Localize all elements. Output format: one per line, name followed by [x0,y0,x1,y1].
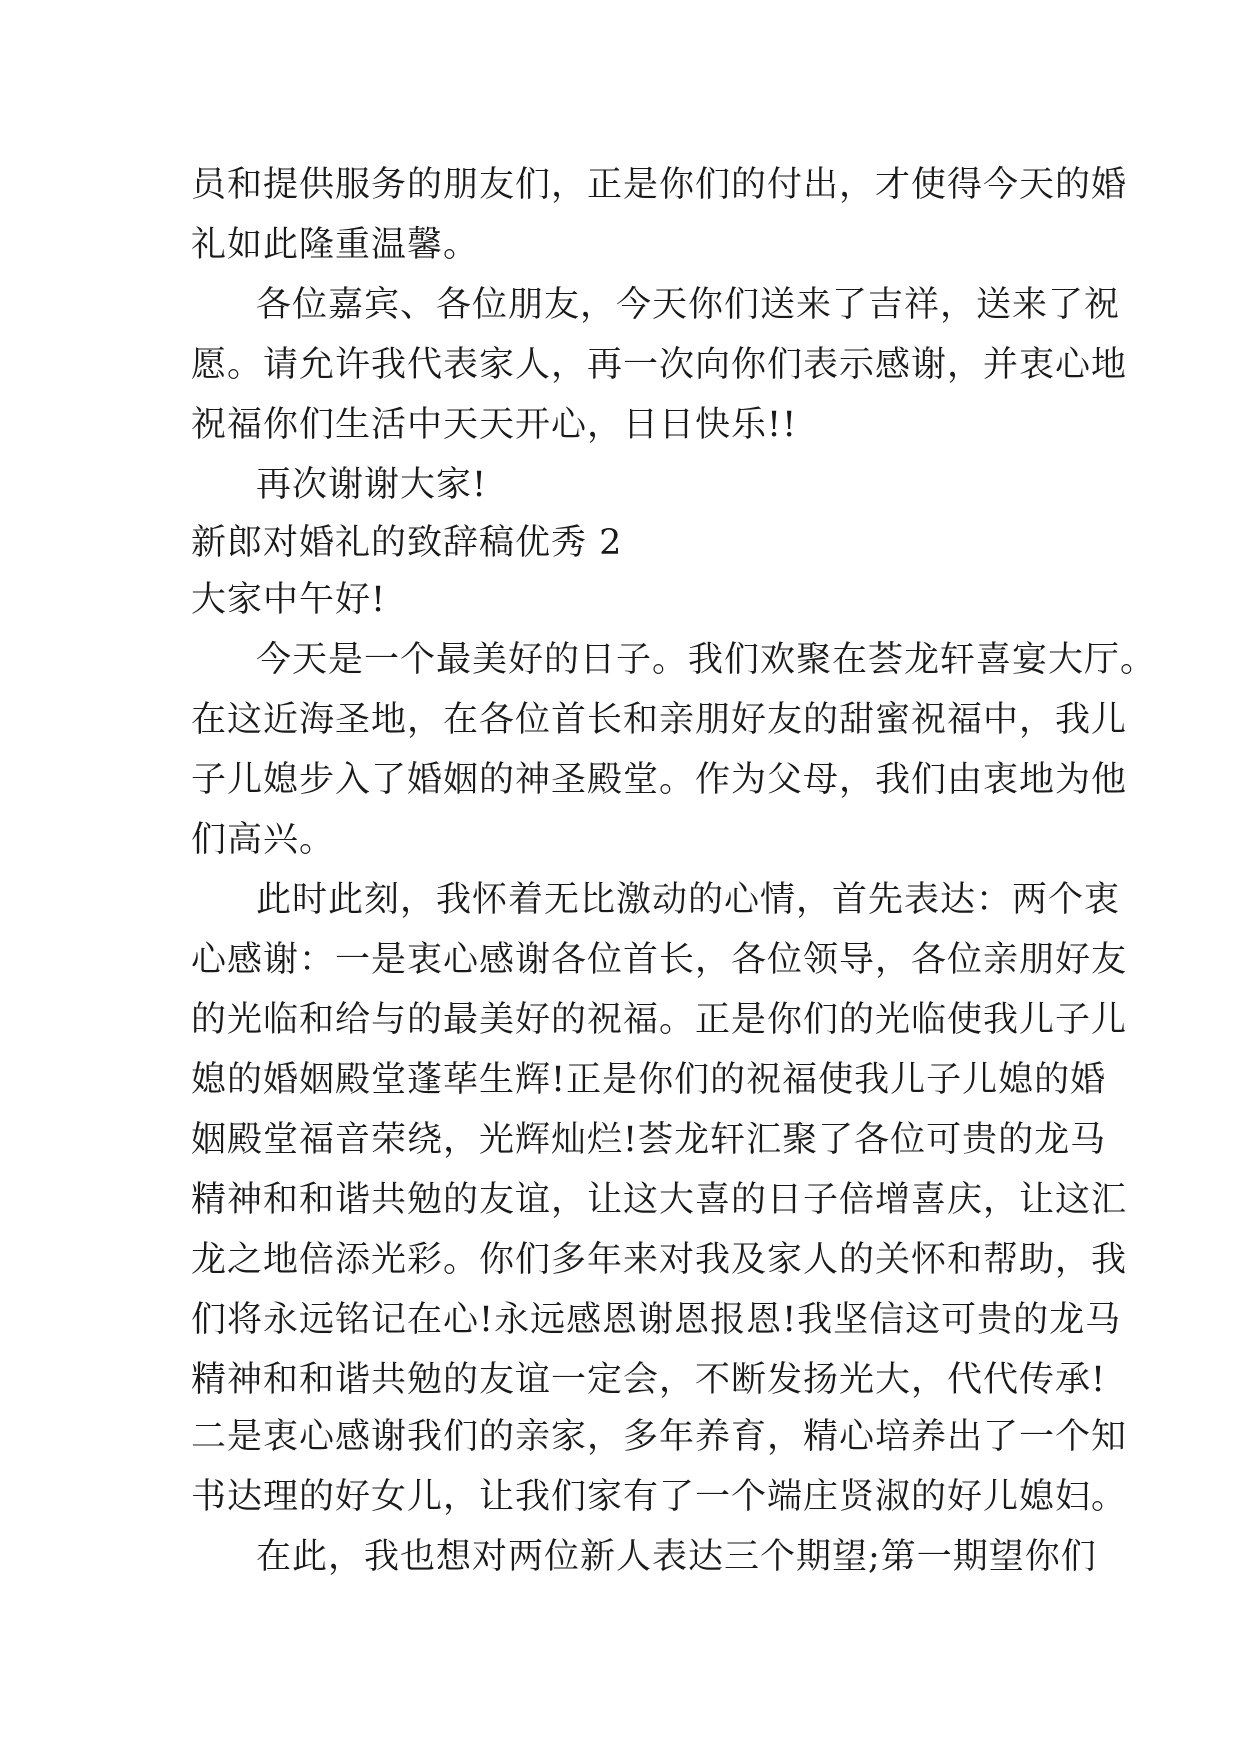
text-line: 祝福你们生活中天天开心，日日快乐!! [191,405,798,445]
text-line: 子儿媳步入了婚姻的神圣殿堂。作为父母，我们由衷地为他 [191,760,1128,800]
text-line: 二是衷心感谢我们的亲家，多年养育，精心培养出了一个知 [191,1417,1128,1457]
text-line: 媳的婚姻殿堂蓬荜生辉!正是你们的祝福使我儿子儿媳的婚 [191,1060,1107,1100]
greeting-line: 大家中午好! [191,580,387,620]
text-line: 们高兴。 [191,820,336,860]
text-line: 礼如此隆重温馨。 [191,225,480,265]
text-line: 书达理的好女儿，让我们家有了一个端庄贤淑的好儿媳妇。 [191,1477,1128,1517]
text-line: 的光临和给与的最美好的祝福。正是你们的光临使我儿子儿 [191,1000,1128,1040]
text-line: 在这近海圣地，在各位首长和亲朋好友的甜蜜祝福中，我儿 [191,700,1128,740]
text-line: 再次谢谢大家! [256,465,488,505]
text-line: 精神和和谐共勉的友谊，让这大喜的日子倍增喜庆，让这汇 [191,1180,1128,1220]
text-line: 员和提供服务的朋友们，正是你们的付出，才使得今天的婚 [191,165,1128,205]
text-line: 今天是一个最美好的日子。我们欢聚在荟龙轩喜宴大厅。 [256,640,1157,680]
text-line: 此时此刻，我怀着无比激动的心情，首先表达：两个衷 [256,880,1121,920]
text-line: 姻殿堂福音荣绕，光辉灿烂!荟龙轩汇聚了各位可贵的龙马 [191,1120,1107,1160]
section-heading: 新郎对婚礼的致辞稿优秀 2 [191,523,623,563]
text-line: 心感谢：一是衷心感谢各位首长，各位领导，各位亲朋好友 [191,940,1128,980]
text-line: 愿。请允许我代表家人，再一次向你们表示感谢，并衷心地 [191,345,1128,385]
text-line: 各位嘉宾、各位朋友，今天你们送来了吉祥，送来了祝 [256,285,1121,325]
text-line: 在此，我也想对两位新人表达三个期望;第一期望你们 [256,1537,1097,1577]
text-line: 龙之地倍添光彩。你们多年来对我及家人的关怀和帮助，我 [191,1240,1128,1280]
text-line: 精神和和谐共勉的友谊一定会，不断发扬光大，代代传承! [191,1360,1107,1400]
text-line: 们将永远铭记在心!永远感恩谢恩报恩!我坚信这可贵的龙马 [191,1300,1122,1340]
